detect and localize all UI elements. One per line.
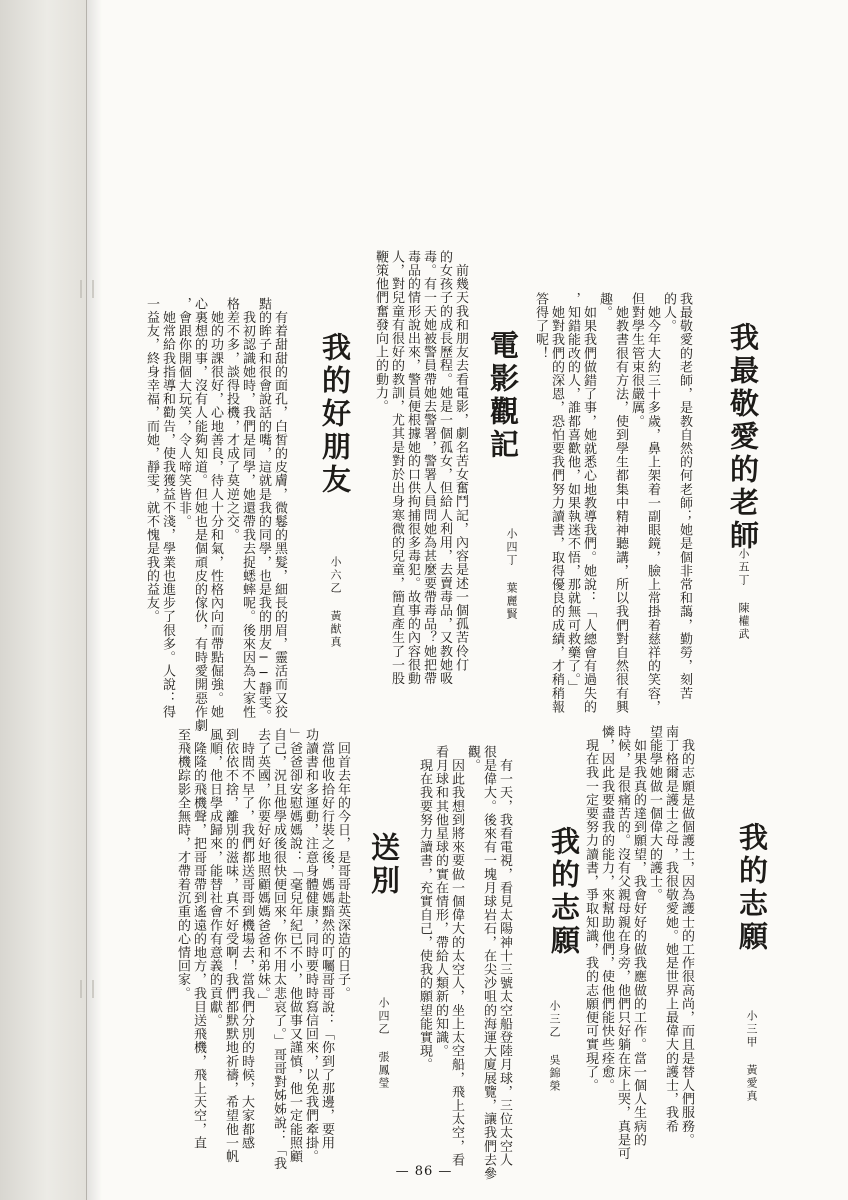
article-author: 小三甲 黃愛真 — [745, 1010, 758, 1103]
article-title-farewell: 送別 — [367, 832, 401, 898]
article-body: 前幾天我和朋友去看電影，劇名苦女奮鬥記，內容是述一個孤苦伶仃 的女孩子的成長歷程。她是一個孤女，但給人利用，去賣毒品，又教她吸 毒。有一天她被警員帶她去警署，警署人員問她為甚麼要帶毒品？她把帶 毒品的情形說出來，警員便根據她的口供拘捕很多毒犯。故事的內容很動 人，對兒童有很好的教訓，尤其是對於出身寒微的兒童，簡直產生了一股 鞭策他們奮發向上的動力。 — [373, 250, 468, 686]
article-title-good-friend: 我的好朋友 — [318, 332, 352, 497]
staple-top — [80, 280, 94, 298]
page-number: — 86 — — [395, 1164, 453, 1179]
article-author: 小四乙 張鳳瑩 — [377, 997, 390, 1090]
article-title-movie-review: 電影觀記 — [486, 330, 520, 462]
article-body: 我的志願是做個護士，因為護士的工作很高尚，而且是替人們服務。 南丁格爾是護士之母，我很敬愛她。她是世界上最偉大的護士，我希 望能學她做一個偉大的護士。 如果我真的達到願望，我會好好的做我應做的工作。當一個人生病的 時候，是很痛苦的。沒有父親母親在身旁，他們只好躺在床上哭，真是可 憐，因此我要盡我的能力，來幫助他們，使他們能快些痊愈。 現在我一定要努力讀書，爭取知識，我的志願便可實現了。 — [583, 725, 694, 1161]
article-author: 小五丁 陳權武 — [737, 548, 750, 641]
article-author: 小三乙 吳錦榮 — [548, 1000, 561, 1093]
article-title-my-ambition-nurse: 我的志願 — [735, 822, 769, 954]
article-title-favourite-teacher: 我最敬愛的老師 — [726, 322, 760, 553]
article-body: 回首去年的今日，是哥哥赴英深造的日子。 當他收拾好行裝之後，媽媽黯然的叮囑哥哥說：「你到了那邊，要用 功讀書和多運動，注意身體健康，同時要時時寫信回來，以免我們牽掛。 」爸爸卻安慰媽媽說：「毫兒年紀已不小，他做事又謹慎，他一定能照顧 自己，況且他學成後很快便回來，你不用太悲哀了。」哥哥對姊姊說：「我 去了英國，你要好好地照顧媽媽爸爸和弟妹。」 時間不早了，我們都送哥哥到機場去，當我們分別的時候，大家都感 到依依不捨，離別的滋味，真不好受啊！我們都默默地祈禱，希望他一帆 風順，他日學成歸來，能替社會作有意義的貢獻。 隆隆的飛機聲，把哥哥帶到遙遠的地方，我目送飛機，飛上天空，直 至飛機踪影全無時，才帶着沉重的心情回家。 — [175, 728, 350, 1171]
article-body: 我最敬愛的老師，是教自然的何老師；她是個非常和藹，勤勞，刻苦 的人。 她今年大約三十多歲，鼻上架着一副眼鏡，臉上常掛着慈祥的笑容， 但對學生管束很嚴厲。 她教書很有方法，使到學生都集中精神聽講，所以我們對自然很有興 趣。 如果我們做錯了事，她就悉心地教導我們。她說：「人總會有過失的 ，知錯能改的人，誰都喜歡他，如果執迷不悟，那就無可救藥了。」 她對我們的深恩，恐怕要我們努力讀書，取得優良的成績，才稍稍報 答得了呢！ — [533, 292, 692, 714]
binding-shadow — [86, 0, 102, 1200]
article-title-my-ambition-astronaut: 我的志願 — [547, 826, 581, 958]
facing-page-edge — [0, 0, 87, 1200]
article-body: 有一天，我看電視，看見太陽神十三號太空船登陸月球，三位太空人 很是偉大。後來有一塊月球岩石，在尖沙咀的海運大廈展覽，讓我們去參 觀。 因此我想到將來要做一個偉大的太空人，坐上太空船，飛上太空，看 看月球和其他星球的實在情形，帶給人類新的知識。 現在我要努力讀書，充實自己，使我的願望能實現。 — [417, 745, 512, 1181]
staple-bottom — [80, 980, 94, 998]
article-author: 小四丁 葉麗賢 — [505, 528, 518, 621]
article-author: 小六乙 黃猷真 — [329, 556, 342, 649]
article-body: 有着甜甜的面孔，白皙的皮膚，微鬈的黑髮，細長的眉，靈活而又狡 黠的眸子和很會說話的嘴，這就是我的同學，也是我的朋友──靜雯。 我初認識她時，我們是同學，她還帶我去捉蟋蟀呢。後來因為大家性 格差不多，談得投機，才成了莫逆之交。 她的功課很好，心地善良，待人十分和氣，性格內向而帶點倔強。她 心裏想的事，沒有人能夠知道。但她也是個頑皮的傢伙，有時愛開惡作劇 ，會跟你開個大玩笑，令人啼笑皆非。 她常給我指導和勸告，使我獲益不淺，學業也進步了很多。人說：得 一益友，終身幸福，而她，靜雯，就不愧是我的益友。 — [144, 297, 287, 733]
